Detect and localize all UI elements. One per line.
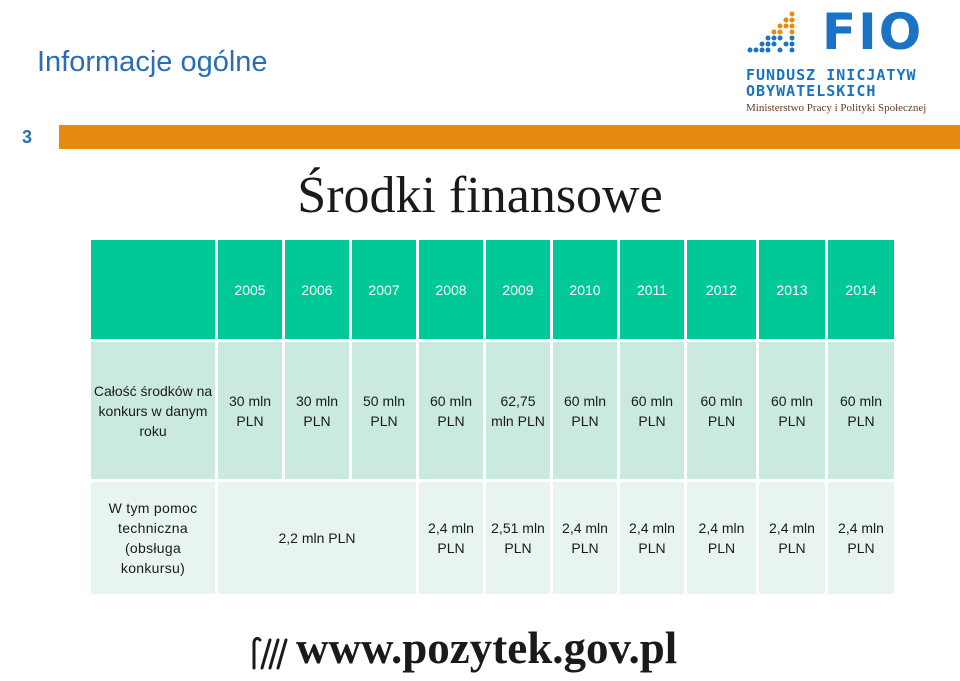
year-header: 2006: [285, 240, 349, 342]
table-cell: 30 mln PLN: [218, 342, 282, 482]
table-row-total: [91, 342, 894, 482]
logo-fio-text: FIO: [822, 3, 924, 61]
table-cell: 2,4 mln PLN: [620, 482, 684, 594]
year-header: 2007: [352, 240, 416, 342]
table-cell: 2,4 mln PLN: [759, 482, 825, 594]
row-label-help: W tym pomoc techniczna (obsługa konkursu): [91, 482, 215, 594]
fio-logo: [742, 3, 934, 118]
table-cell: 2,51 mln PLN: [486, 482, 550, 594]
year-header: 2014: [828, 240, 894, 342]
table-cell: 60 mln PLN: [620, 342, 684, 482]
table-cell: 50 mln PLN: [352, 342, 416, 482]
pozytek-logo-icon: [248, 632, 290, 672]
dots-icon: [744, 10, 814, 60]
table-cell: 2,4 mln PLN: [419, 482, 483, 594]
year-header: 2013: [759, 240, 825, 342]
finance-table: [88, 240, 897, 594]
table-cell: 60 mln PLN: [759, 342, 825, 482]
table-cell-merged: 2,2 mln PLN: [218, 482, 416, 594]
year-header: 2005: [218, 240, 282, 342]
table-header-row: [91, 240, 894, 342]
table-cell: 60 mln PLN: [687, 342, 756, 482]
table-cell: 60 mln PLN: [553, 342, 617, 482]
year-header: 2009: [486, 240, 550, 342]
logo-line1: FUNDUSZ INICJATYW: [746, 66, 917, 84]
table-cell: 60 mln PLN: [419, 342, 483, 482]
table-row-help: [91, 482, 894, 594]
year-header: 2008: [419, 240, 483, 342]
logo-ministry: Ministerstwo Pracy i Polityki Społecznej: [746, 102, 927, 114]
main-title: Środki finansowe: [297, 167, 663, 224]
row-label-total: Całość środków na konkurs w danym roku: [91, 342, 215, 482]
table-cell: 30 mln PLN: [285, 342, 349, 482]
section-title: Informacje ogólne: [37, 46, 268, 78]
table-cell: 60 mln PLN: [828, 342, 894, 482]
logo-line2: OBYWATELSKICH: [746, 82, 877, 100]
table-cell: 2,4 mln PLN: [828, 482, 894, 594]
year-header: 2010: [553, 240, 617, 342]
table-corner-cell: [91, 240, 215, 342]
table-cell: 62,75 mln PLN: [486, 342, 550, 482]
year-header: 2012: [687, 240, 756, 342]
footer-url[interactable]: www.pozytek.gov.pl: [296, 623, 678, 673]
orange-divider-bar: [59, 125, 960, 149]
slide-number: 3: [22, 127, 33, 147]
year-header: 2011: [620, 240, 684, 342]
table-cell: 2,4 mln PLN: [687, 482, 756, 594]
table-cell: 2,4 mln PLN: [553, 482, 617, 594]
footer: [248, 622, 748, 678]
